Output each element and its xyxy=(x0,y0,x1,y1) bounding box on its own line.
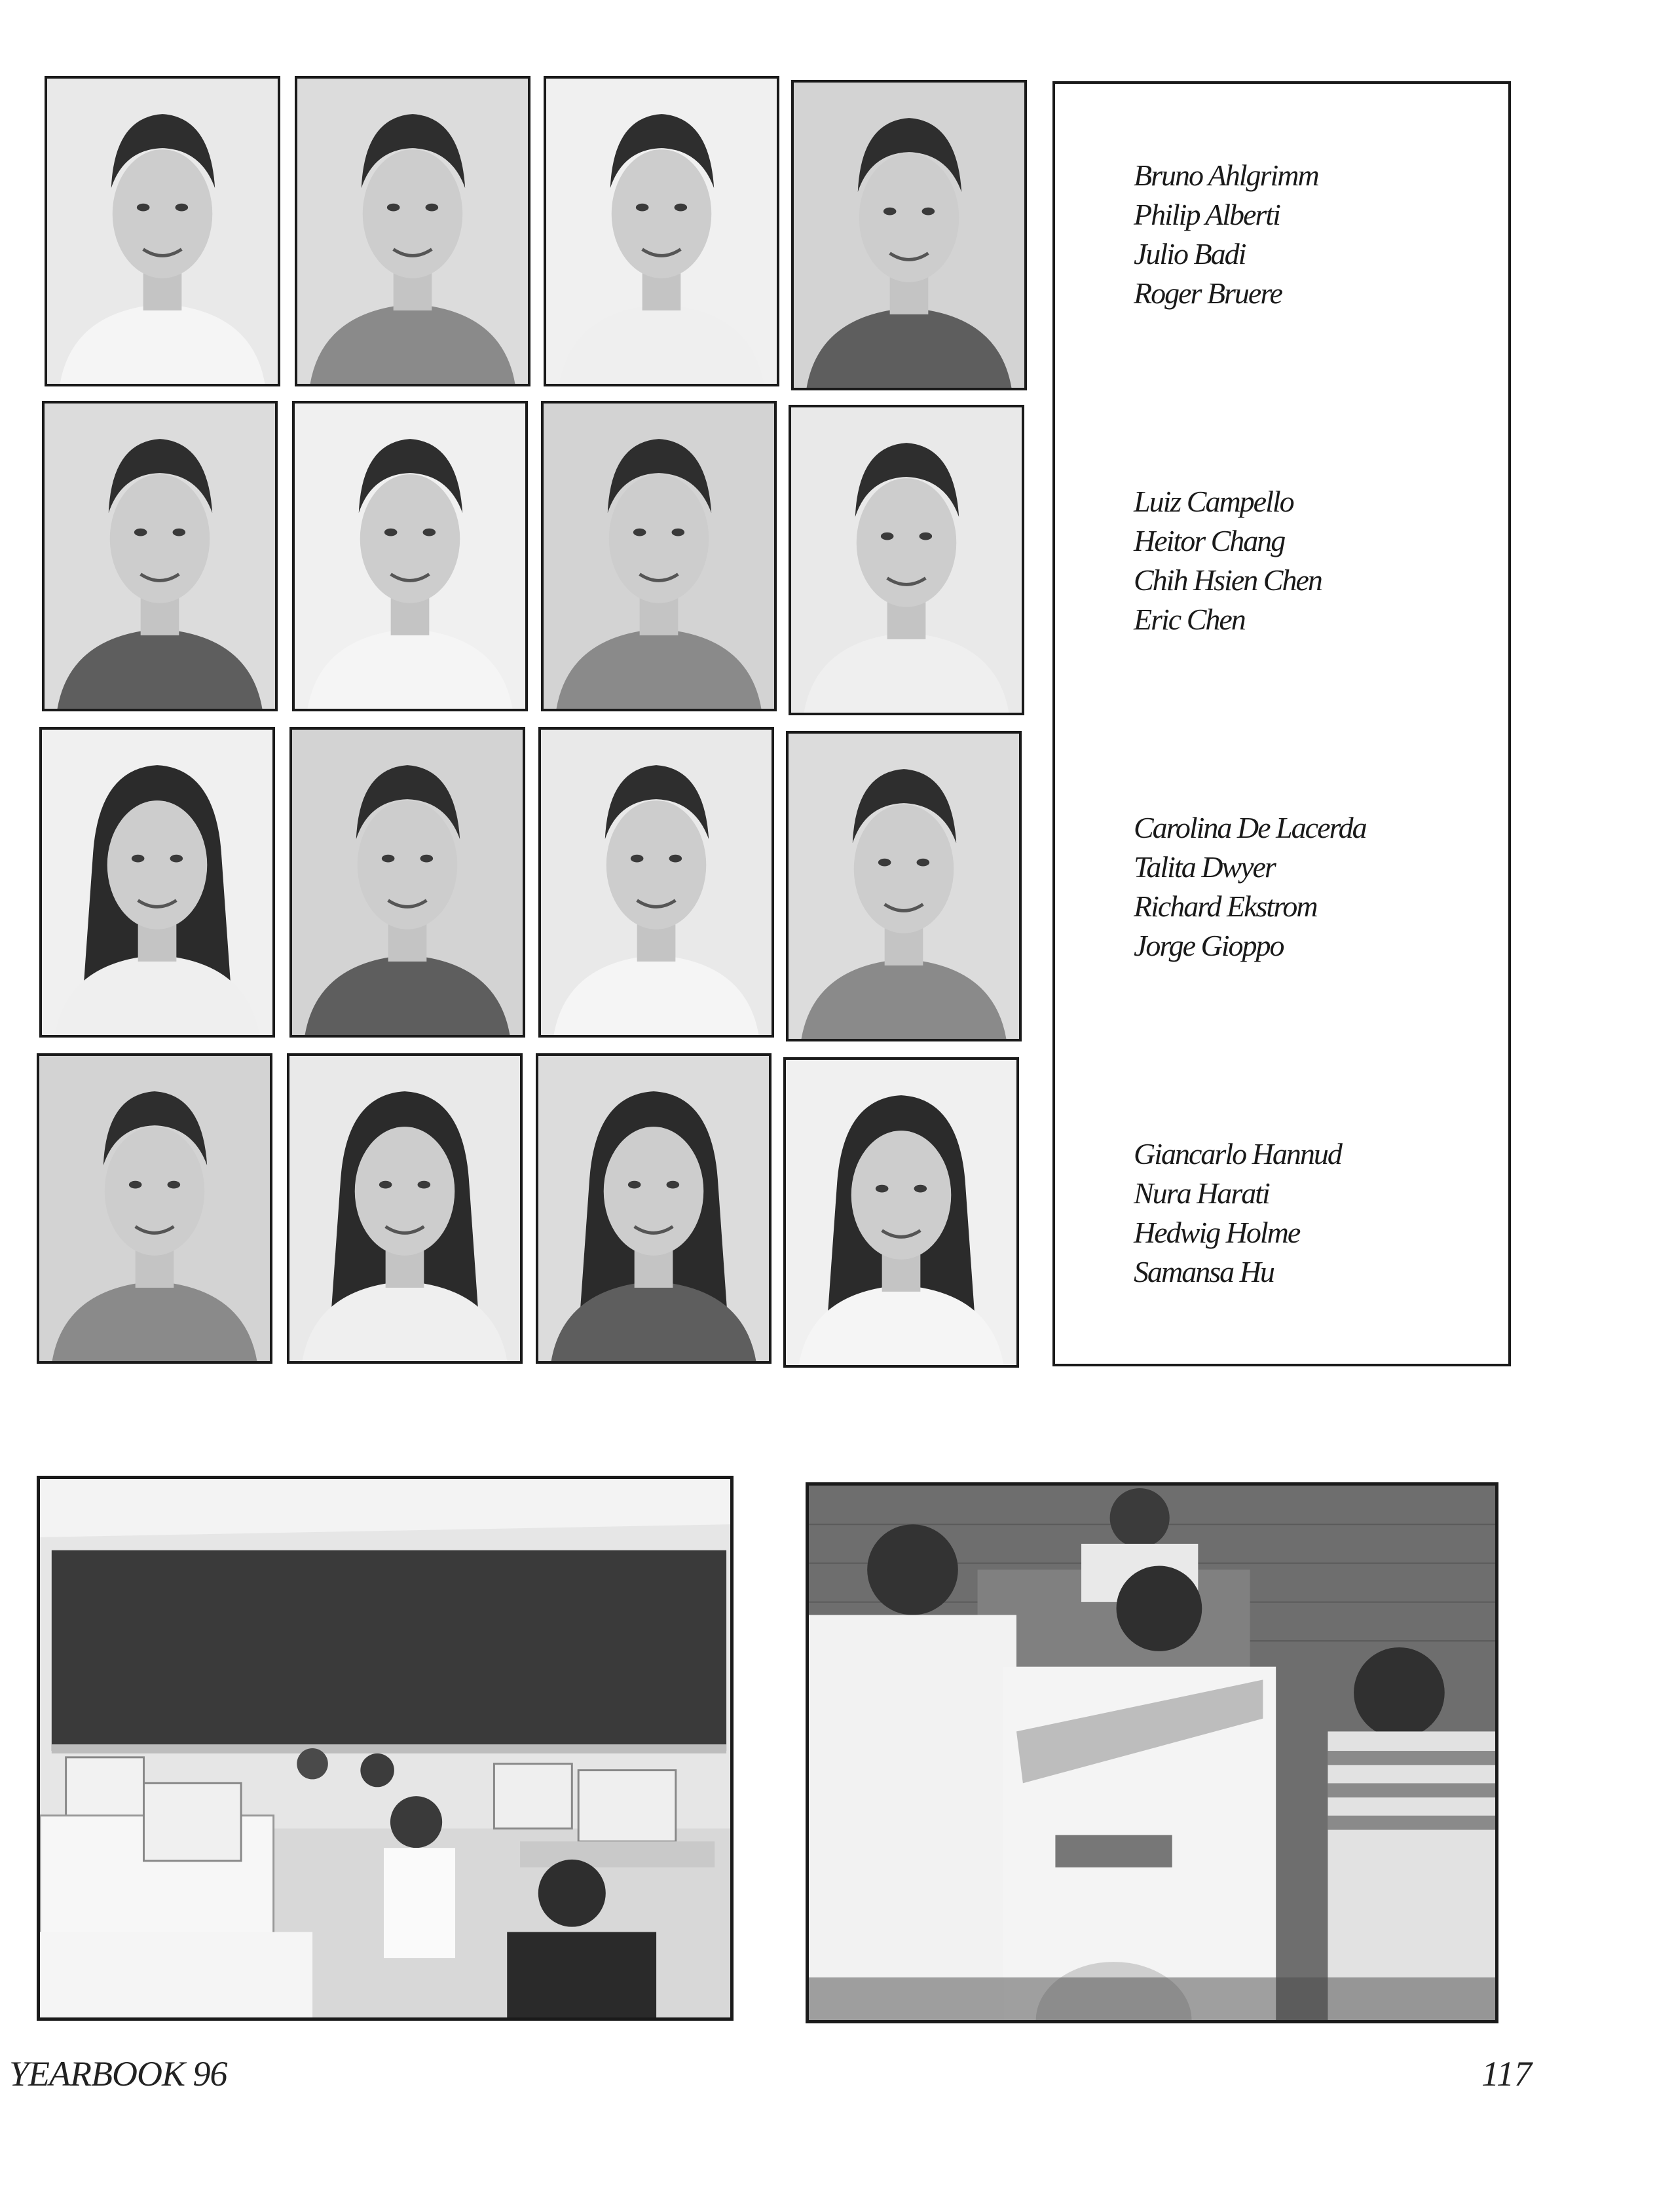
student-portrait xyxy=(544,76,779,386)
student-portrait xyxy=(791,80,1027,390)
name-group-3 xyxy=(1134,808,1366,965)
students-hallway-photo xyxy=(806,1482,1498,2023)
student-name: Samansa Hu xyxy=(1134,1255,1274,1288)
page-number: 117 xyxy=(1481,2054,1532,2093)
computer-lab-photo xyxy=(37,1476,734,2021)
student-name: Philip Alberti xyxy=(1134,198,1280,231)
student-portrait xyxy=(789,405,1024,715)
student-name: Bruno Ahlgrimm xyxy=(1134,159,1318,192)
student-name: Chih Hsien Chen xyxy=(1134,563,1322,597)
student-portrait xyxy=(783,1057,1019,1368)
student-portrait xyxy=(786,731,1022,1041)
student-portrait xyxy=(39,727,275,1038)
name-group-1 xyxy=(1134,156,1318,313)
student-portrait xyxy=(287,1053,523,1364)
student-name: Nura Harati xyxy=(1134,1176,1269,1210)
student-portrait xyxy=(292,401,528,711)
student-name: Luiz Campello xyxy=(1134,485,1293,518)
name-group-2 xyxy=(1134,482,1322,639)
student-name: Roger Bruere xyxy=(1134,276,1282,310)
student-name: Jorge Gioppo xyxy=(1134,929,1284,962)
student-name: Richard Ekstrom xyxy=(1134,890,1317,923)
student-portrait xyxy=(295,76,530,386)
yearbook-label: YEARBOOK 96 xyxy=(9,2054,227,2093)
student-name: Carolina De Lacerda xyxy=(1134,811,1366,844)
student-name: Hedwig Holme xyxy=(1134,1216,1300,1249)
student-portrait xyxy=(538,727,774,1038)
student-name: Heitor Chang xyxy=(1134,524,1285,557)
student-portrait xyxy=(42,401,278,711)
student-portrait xyxy=(536,1053,772,1364)
names-panel xyxy=(1052,81,1511,1366)
name-group-4 xyxy=(1134,1134,1341,1292)
student-name: Talita Dwyer xyxy=(1134,850,1275,884)
student-name: Eric Chen xyxy=(1134,603,1245,636)
student-portrait xyxy=(541,401,777,711)
student-name: Giancarlo Hannud xyxy=(1134,1137,1341,1171)
student-portrait xyxy=(37,1053,272,1364)
student-portrait xyxy=(289,727,525,1038)
student-portrait xyxy=(45,76,280,386)
student-name: Julio Badi xyxy=(1134,237,1246,271)
